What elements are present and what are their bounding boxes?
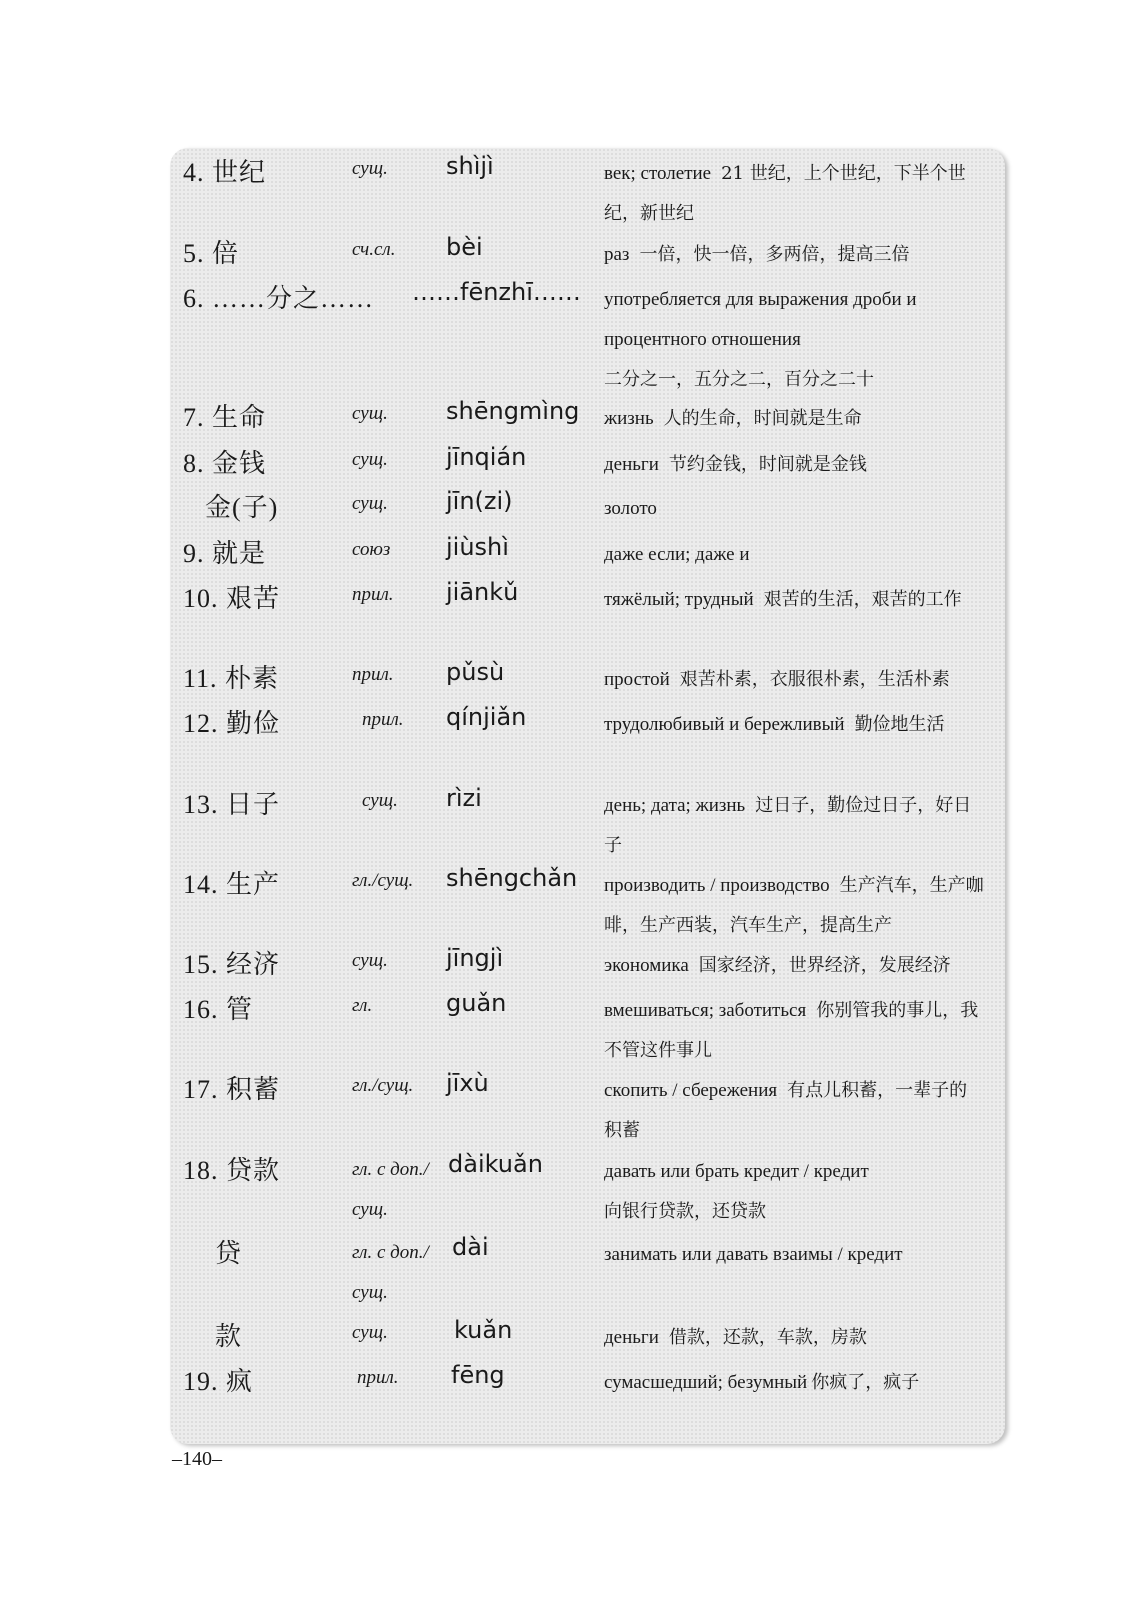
entry-pinyin: dài bbox=[452, 1233, 489, 1261]
entry-word: 9. 就是 bbox=[183, 539, 267, 568]
entry-word: 13. 日子 bbox=[183, 790, 281, 819]
entry-definition: экономика 国家经济，世界经济，发展经济 bbox=[604, 955, 951, 976]
entry-definition: жизнь 人的生命，时间就是生命 bbox=[604, 408, 862, 429]
entry-pinyin: rìzi bbox=[446, 784, 482, 812]
entry-pinyin: shìjì bbox=[446, 152, 494, 180]
entry-pos: прил. bbox=[357, 1367, 399, 1388]
entry-pos: сущ. bbox=[352, 449, 388, 470]
entry-word: 17. 积蓄 bbox=[183, 1075, 281, 1104]
entry-definition: занимать или давать взаимы / кредит bbox=[604, 1244, 903, 1265]
entry-pos: сущ. bbox=[352, 493, 388, 514]
page-number: –140– bbox=[172, 1448, 222, 1470]
entry-definition: сумасшедший; безумный 你疯了，疯子 bbox=[604, 1372, 920, 1393]
entry-pos: прил. bbox=[352, 664, 394, 685]
entry-definition: трудолюбивый и бережливый 勤俭地生活 bbox=[604, 714, 945, 735]
entry-pinyin: qínjiǎn bbox=[446, 703, 527, 731]
entry-pinyin: dàikuǎn bbox=[448, 1150, 543, 1178]
entry-pinyin: fēng bbox=[451, 1361, 505, 1389]
entry-pinyin: jīn(zi) bbox=[446, 487, 513, 515]
entry-pos: гл. с доп./ сущ. bbox=[352, 1159, 429, 1220]
entry-definition: скопить / сбережения 有点儿积蓄，一辈子的积蓄 bbox=[604, 1080, 968, 1141]
entry-word: 4. 世纪 bbox=[183, 158, 267, 187]
entry-definition: простой 艰苦朴素，衣服很朴素，生活朴素 bbox=[604, 669, 950, 690]
entry-pinyin: ……fēnzhī…… bbox=[412, 278, 581, 306]
entry-word: 贷 bbox=[215, 1239, 243, 1268]
entry-word: 5. 倍 bbox=[183, 239, 240, 268]
entry-word: 18. 贷款 bbox=[183, 1156, 281, 1185]
entry-word: 金(子) bbox=[205, 493, 279, 522]
entry-definition: давать или брать кредит / кредит 向银行贷款，还贷款 bbox=[604, 1161, 869, 1222]
entry-definition: производить / производство 生产汽车，生产咖啡，生产西装，汽车生产，提高生产 bbox=[604, 875, 984, 936]
entry-pos: сущ. bbox=[362, 790, 398, 811]
entry-pos: сущ. bbox=[352, 403, 388, 424]
entry-word: 6. ……分之…… bbox=[183, 284, 375, 313]
entry-pinyin: guǎn bbox=[446, 989, 507, 1017]
entry-pinyin: bèi bbox=[446, 233, 483, 261]
entry-pos: прил. bbox=[352, 584, 394, 605]
entry-word: 11. 朴素 bbox=[183, 664, 280, 693]
entry-pos: сущ. bbox=[352, 950, 388, 971]
entry-pinyin: jīnqián bbox=[446, 443, 527, 471]
entry-word: 10. 艰苦 bbox=[183, 584, 281, 613]
entry-definition: даже если; даже и bbox=[604, 544, 750, 565]
entry-pinyin: jīngjì bbox=[446, 944, 504, 972]
entry-definition: употребляется для выражения дроби и процентного отношения 二分之一，五分之二，百分之二十 bbox=[604, 289, 917, 390]
entry-pinyin: pǔsù bbox=[446, 658, 505, 686]
entry-word: 14. 生产 bbox=[183, 870, 281, 899]
entry-pos: сч.сл. bbox=[352, 239, 396, 260]
entry-pos: сущ. bbox=[352, 158, 388, 179]
entry-pinyin: shēngchǎn bbox=[446, 864, 578, 892]
entry-word: 款 bbox=[215, 1322, 243, 1351]
entry-definition: тяжёлый; трудный 艰苦的生活，艰苦的工作 bbox=[604, 589, 962, 610]
entry-pos: гл./сущ. bbox=[352, 870, 414, 891]
entry-definition: вмешиваться; заботиться 你别管我的事儿，我不管这件事儿 bbox=[604, 1000, 979, 1061]
entry-pinyin: kuǎn bbox=[454, 1316, 513, 1344]
entry-pinyin: jiānkǔ bbox=[446, 578, 519, 606]
entry-pinyin: jiùshì bbox=[446, 533, 509, 561]
entry-pos: гл./сущ. bbox=[352, 1075, 414, 1096]
entry-definition: раз 一倍，快一倍，多两倍，提高三倍 bbox=[604, 244, 910, 265]
entry-word: 8. 金钱 bbox=[183, 449, 267, 478]
entry-word: 15. 经济 bbox=[183, 950, 281, 979]
entry-word: 16. 管 bbox=[183, 995, 254, 1024]
entry-pos: сущ. bbox=[352, 1322, 388, 1343]
entry-pos: гл. с доп./ сущ. bbox=[352, 1242, 429, 1303]
entry-definition: деньги 借款，还款，车款，房款 bbox=[604, 1327, 867, 1348]
entry-word: 19. 疯 bbox=[183, 1367, 254, 1396]
entry-definition: золото bbox=[604, 498, 657, 519]
entry-pinyin: jīxù bbox=[446, 1069, 489, 1097]
entry-pos: гл. bbox=[352, 995, 373, 1016]
entry-word: 7. 生命 bbox=[183, 403, 267, 432]
entry-word: 12. 勤俭 bbox=[183, 709, 281, 738]
entry-pinyin: shēngmìng bbox=[446, 397, 580, 425]
entry-definition: день; дата; жизнь 过日子，勤俭过日子，好日子 bbox=[604, 795, 972, 856]
entry-pos: союз bbox=[352, 539, 391, 560]
entry-definition: век; столетие 21 世纪，上个世纪，下半个世纪，新世纪 bbox=[604, 163, 966, 224]
entry-definition: деньги 节约金钱，时间就是金钱 bbox=[604, 454, 867, 475]
entry-pos: прил. bbox=[362, 709, 404, 730]
